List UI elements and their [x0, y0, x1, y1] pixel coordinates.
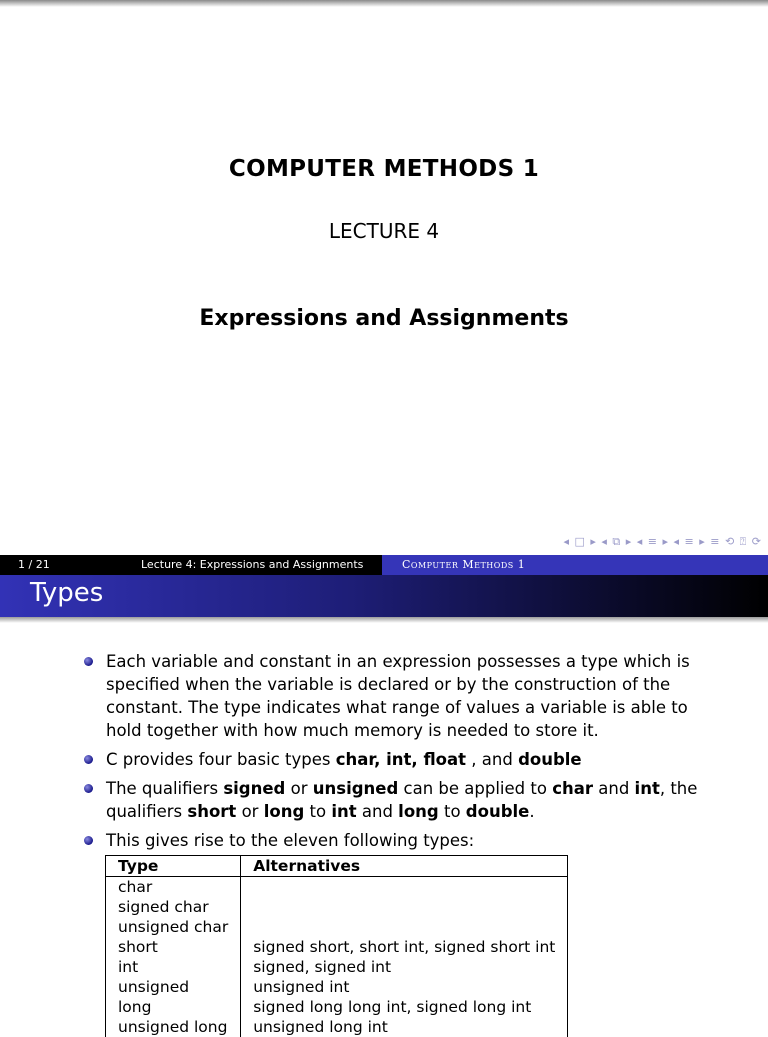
list-item: The qualifiers signed or unsigned can be applied to char and int, the qualifiers short or long to int and long to double. — [84, 777, 704, 823]
slide-subtitle: Expressions and Assignments — [199, 306, 569, 331]
table-row: unsigned unsigned int — [106, 977, 568, 997]
list-item: C provides four basic types char, int, float , and double — [84, 748, 704, 771]
bullet-list — [84, 650, 704, 858]
header-shade — [0, 617, 768, 623]
table-row: int signed, signed int — [106, 957, 568, 977]
bullet-icon — [84, 657, 93, 666]
bullet-icon — [84, 836, 93, 845]
column-header-type: Type — [106, 856, 241, 877]
page-number: 1 / 21 — [18, 558, 50, 571]
footer-lecture-title: Lecture 4: Expressions and Assignments — [141, 558, 364, 571]
slide-footer — [0, 555, 768, 575]
bullet-icon — [84, 784, 93, 793]
types-table — [105, 855, 568, 1037]
list-item: Each variable and constant in an expression possesses a type which is specified when the variable is declared or by the construction of the constant. The type indicates what range of values a variable is able to hold together with how much memory is needed to store it. — [84, 650, 704, 742]
table-row: signed char — [106, 897, 568, 917]
types-slide — [0, 575, 768, 1036]
beamer-navigation-icons[interactable]: ◂ □ ▸ ◂ ⧉ ▸ ◂ ≡ ▸ ◂ ≡ ▸ ≡ ⟲ ⍰ ⟳ — [563, 535, 762, 548]
frame-header — [0, 575, 768, 617]
frame-title: Types — [30, 578, 104, 608]
table-row: short signed short, short int, signed short int — [106, 937, 568, 957]
table-row: long signed long long int, signed long int — [106, 997, 568, 1017]
bullet-icon — [84, 755, 93, 764]
table-header-row — [106, 856, 568, 877]
column-header-alternatives: Alternatives — [241, 856, 568, 877]
table-row: unsigned long unsigned long int — [106, 1017, 568, 1037]
lecture-number: LECTURE 4 — [328, 219, 440, 243]
footer-course-title: Computer Methods 1 — [382, 555, 768, 575]
table-row: char — [106, 877, 568, 898]
footer-left — [0, 555, 382, 575]
slide-title: COMPUTER METHODS 1 — [228, 156, 540, 182]
table-row: unsigned char — [106, 917, 568, 937]
list-item: This gives rise to the eleven following types: — [84, 829, 704, 852]
